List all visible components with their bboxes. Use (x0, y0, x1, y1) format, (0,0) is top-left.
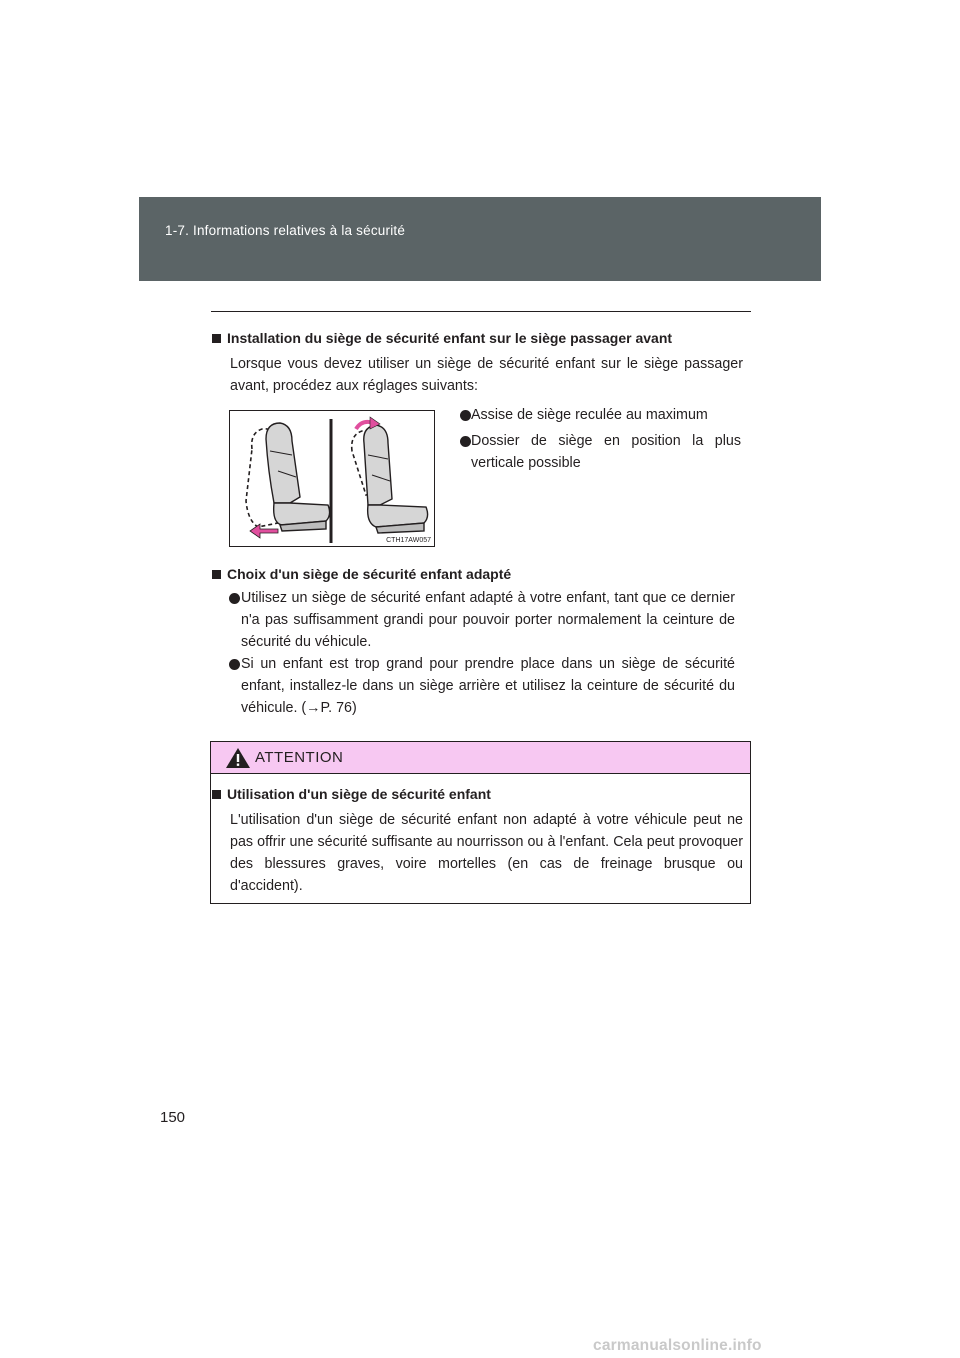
divider-rule (211, 311, 751, 312)
section-title: 1-7. Informations relatives à la sécurité (165, 223, 406, 238)
figure-code: CTH17AW057 (386, 537, 431, 544)
warning-header (211, 742, 750, 774)
warning-box (210, 741, 751, 904)
bullet-seatback-upright: Dossier de siège en position la plus verticale possible (471, 433, 741, 471)
bullet-dot-icon (460, 410, 471, 421)
section-heading-installation: Installation du siège de sécurité enfant sur le siège passager avant (212, 330, 672, 346)
warning-text: L'utilisation d'un siège de sécurité enfant non adapté à votre véhicule peut ne pas offrir une sécurité suffisante au nourrisson ou à l'enfant. Cela peut provoquer des blessures graves, voire mortelles (en cas de freinage brusque ou d'accident). (230, 812, 743, 894)
bullet-seat-back: Assise de siège reculée au maximum (471, 407, 708, 423)
warning-heading: Utilisation d'un siège de sécurité enfant (212, 786, 491, 802)
section-heading-choice: Choix d'un siège de sécurité enfant adapté (212, 566, 511, 582)
warning-label: ATTENTION (255, 749, 344, 766)
warning-triangle-icon (225, 747, 251, 769)
bullet-choose-seat: Utilisez un siège de sécurité enfant adapté à votre enfant, tant que ce dernier n'a pas suffisamment grandi pour pouvoir porter normalement la ceinture de sécurité du véhicule. (241, 590, 735, 650)
page-number: 150 (160, 1109, 186, 1126)
bullet-dot-icon (229, 659, 240, 670)
square-bullet-icon (212, 790, 221, 799)
square-bullet-icon (212, 570, 221, 579)
bullet-rear-seat: Si un enfant est trop grand pour prendre place dans un siège de sécurité enfant, installez-le dans un siège arrière et utilisez la ceinture de sécurité du véhicule. (→P. 76) (241, 656, 735, 716)
section-header-band (139, 197, 821, 281)
intro-paragraph: Lorsque vous devez utiliser un siège de sécurité enfant sur le siège passager avant, procédez aux réglages suivants: (230, 356, 743, 394)
bullet-dot-icon (460, 436, 471, 447)
footer-watermark: carmanualsonline.info (593, 1337, 762, 1354)
square-bullet-icon (212, 334, 221, 343)
seat-illustration (230, 411, 434, 546)
seat-adjustment-figure (229, 410, 435, 547)
bullet-dot-icon (229, 593, 240, 604)
